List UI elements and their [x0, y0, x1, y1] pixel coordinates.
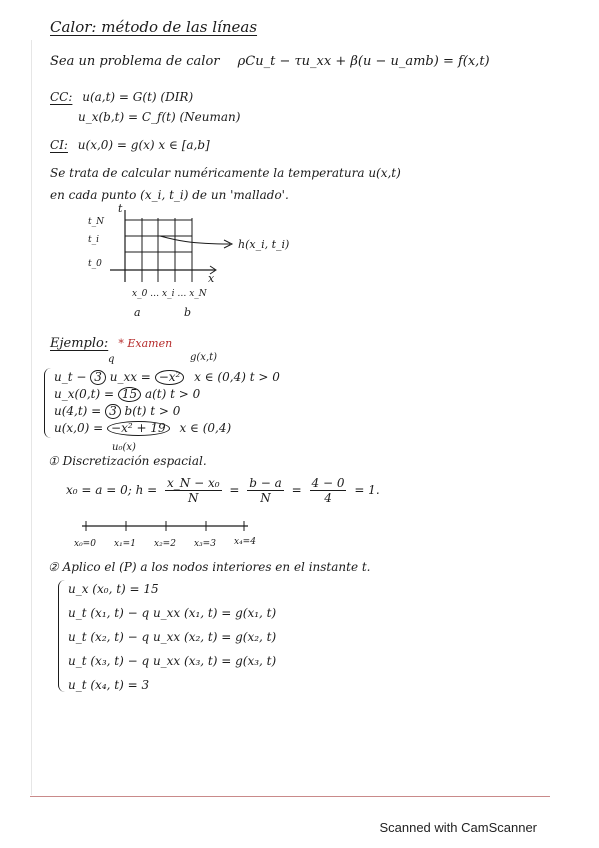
source-g-circled: −x² — [155, 370, 185, 385]
bottom-rule — [30, 796, 550, 797]
pde-mid: u_xx = — [109, 370, 151, 384]
description-line-1: Se trata de calcular numéricamente la temperatura u(x,t) — [50, 166, 401, 180]
bc-right-circled: 3 — [105, 404, 121, 419]
t-label-i: t_i — [88, 235, 99, 245]
description-line-2: en cada punto (x_i, t_i) de un 'mallado'. — [50, 188, 289, 202]
ic-domain: x ∈ (0,4) — [179, 421, 232, 435]
spatial-axis — [70, 518, 290, 552]
step1-title: ① Discretización espacial. — [48, 454, 207, 468]
pde-lhs: u_t − — [54, 370, 87, 384]
b-label: b — [184, 306, 192, 319]
fraction-2: $\frac{b - a}{N}$ — [249, 476, 282, 505]
intro-line — [50, 54, 490, 69]
tick-label-3: x₃=3 — [194, 539, 216, 549]
bc-right-lhs: u(4,t) = — [54, 404, 102, 418]
bc-left-rhs: a(t) t > 0 — [144, 387, 201, 401]
example-ic — [54, 421, 231, 436]
example-bc-left — [54, 387, 200, 402]
scanner-watermark: Scanned with CamScanner — [379, 820, 537, 835]
page-title: Calor: método de las líneas — [50, 18, 258, 36]
ic-circled: −x² + 19 — [107, 421, 170, 436]
bc-left-lhs: u_x(0,t) = — [54, 387, 114, 401]
mesh-diagram — [80, 200, 340, 325]
t-axis-label: t — [118, 202, 123, 215]
example-pde — [54, 370, 280, 385]
fraction-3: $\frac{4 - 0}{4}$ — [311, 476, 345, 505]
annotation-q: q — [108, 354, 115, 365]
bc-right-rhs: b(t) t > 0 — [124, 404, 181, 418]
ci-condition: u(x,0) = g(x) x ∈ [a,b] — [77, 138, 210, 152]
step2-eq-2: u_t (x₂, t) − q u_xx (x₂, t) = g(x₂, t) — [68, 630, 277, 644]
exam-note: * Examen — [118, 337, 173, 350]
step2-system-brace — [58, 580, 65, 692]
pde-domain: x ∈ (0,4) t > 0 — [194, 370, 280, 384]
tick-label-1: x₁=1 — [114, 539, 136, 549]
t-label-n: t_N — [88, 217, 104, 227]
x-axis-label: x — [208, 272, 215, 285]
tick-label-2: x₂=2 — [154, 539, 176, 549]
cc-dirichlet: u(a,t) = G(t) (DIR) — [82, 90, 194, 104]
example-bc-right — [54, 404, 180, 419]
solution-curve — [160, 236, 230, 244]
ic-sublabel: u₀(x) — [112, 442, 136, 453]
coefficient-q-circled: 3 — [90, 370, 106, 385]
fraction-1: $\frac{\text{x\_N − x₀}}{N}$ — [167, 476, 220, 505]
example-label: Ejemplo: — [50, 336, 109, 351]
example-header — [50, 336, 172, 351]
ci-line — [50, 138, 210, 152]
step2-title: ② Aplico el (P) a los nodos interiores en el instante t. — [48, 560, 371, 574]
step1-equation: x₀ = a = 0; h = $\frac{\text{x\_N − x₀}}{N}$ = $\frac{b - a}{N}$ = $\frac{4 - 0}{4}$ = 1. — [66, 476, 380, 505]
t-label-0: t_0 — [88, 259, 102, 269]
ci-label: CI: — [50, 138, 68, 152]
cc-label: CC: — [50, 90, 73, 104]
bc-left-circled: 15 — [118, 387, 141, 402]
tick-label-0: x₀=0 — [74, 539, 96, 549]
a-label: a — [134, 306, 141, 319]
intro-text: Sea un problema de calor — [50, 54, 220, 69]
heat-equation: ρCu_t − τu_xx + β(u − u_amb) = f(x,t) — [237, 54, 490, 69]
curve-label: h(x_i, t_i) — [238, 238, 290, 251]
margin-line — [31, 40, 32, 795]
example-system-brace — [44, 368, 51, 438]
annotation-g: g(x,t) — [190, 352, 218, 363]
cc-line-1 — [50, 90, 193, 104]
tick-label-4: x₄=4 — [234, 537, 256, 547]
step2-eq-3: u_t (x₃, t) − q u_xx (x₃, t) = g(x₃, t) — [68, 654, 277, 668]
step2-eq-0: u_x (x₀, t) = 15 — [68, 582, 159, 596]
step2-eq-1: u_t (x₁, t) − q u_xx (x₁, t) = g(x₁, t) — [68, 606, 277, 620]
step2-eq-4: u_t (x₄, t) = 3 — [68, 678, 150, 692]
step-h-result: = 1. — [354, 483, 380, 497]
ic-lhs: u(x,0) = — [54, 421, 104, 435]
step-h-definition: x₀ = a = 0; h = — [66, 483, 158, 497]
x-node-labels: x_0 … x_i … x_N — [132, 289, 207, 299]
cc-neumann: u_x(b,t) = C_f(t) (Neuman) — [78, 110, 241, 124]
